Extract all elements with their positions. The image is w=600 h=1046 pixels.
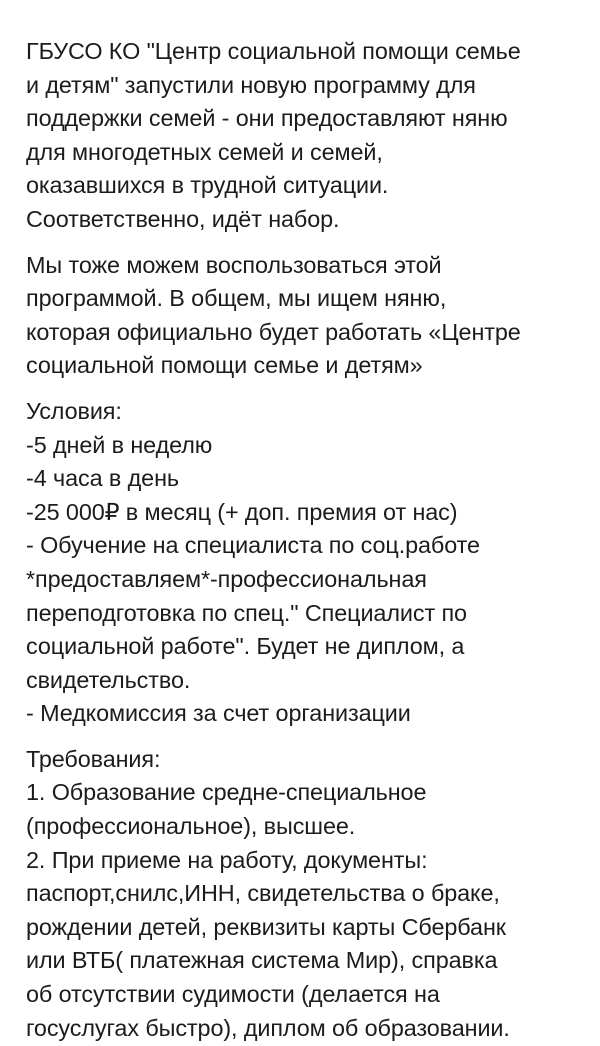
text-line: -5 дней в неделю [26,431,213,458]
post-body [26,35,586,1045]
search-paragraph [26,249,586,383]
text-line: госуслугах быстро), диплом об образовании. [26,1014,510,1041]
conditions-paragraph [26,395,586,731]
text-line: которая официально будет работать «Центре [26,318,521,345]
requirements-paragraph [26,743,586,1045]
text-line: оказавшихся в трудной ситуации. [26,172,389,199]
text-line: паспорт,снилс,ИНН, свидетельства о браке, [26,880,500,907]
requirements-heading: Требования: [26,745,161,772]
text-line: социальной помощи семье и детям» [26,352,423,379]
text-line: 1. Образование средне-специальное [26,779,427,806]
text-line: или ВТБ( платежная система Мир), справка [26,947,498,974]
text-line: (профессиональное), высшее. [26,813,356,840]
text-line: *предоставляем*-профессиональная [26,565,427,592]
text-line: рождении детей, реквизиты карты Сбербанк [26,913,506,940]
text-line: и детям" запустили новую программу для [26,71,476,98]
conditions-heading: Условия: [26,397,122,424]
text-line: свидетельство. [26,666,191,693]
text-line: об отсутствии судимости (делается на [26,981,440,1008]
text-line: программой. В общем, мы ищем няню, [26,285,447,312]
text-line: для многодетных семей и семей, [26,138,383,165]
text-line: социальной работе". Будет не диплом, а [26,633,465,660]
text-line: 2. При приеме на работу, документы: [26,846,428,873]
text-line: -4 часа в день [26,465,179,492]
text-line: поддержки семей - они предоставляют няню [26,105,508,132]
text-line: - Медкомиссия за счет организации [26,700,411,727]
intro-paragraph [26,35,586,237]
text-line: Мы тоже можем воспользоваться этой [26,251,442,278]
text-line: -25 000₽ в месяц (+ доп. премия от нас) [26,498,458,525]
text-line: - Обучение на специалиста по соц.работе [26,532,480,559]
text-line: Соответственно, идёт набор. [26,205,340,232]
text-line: ГБУСО КО "Центр социальной помощи семье [26,38,521,64]
text-line: переподготовка по спец." Специалист по [26,599,467,626]
